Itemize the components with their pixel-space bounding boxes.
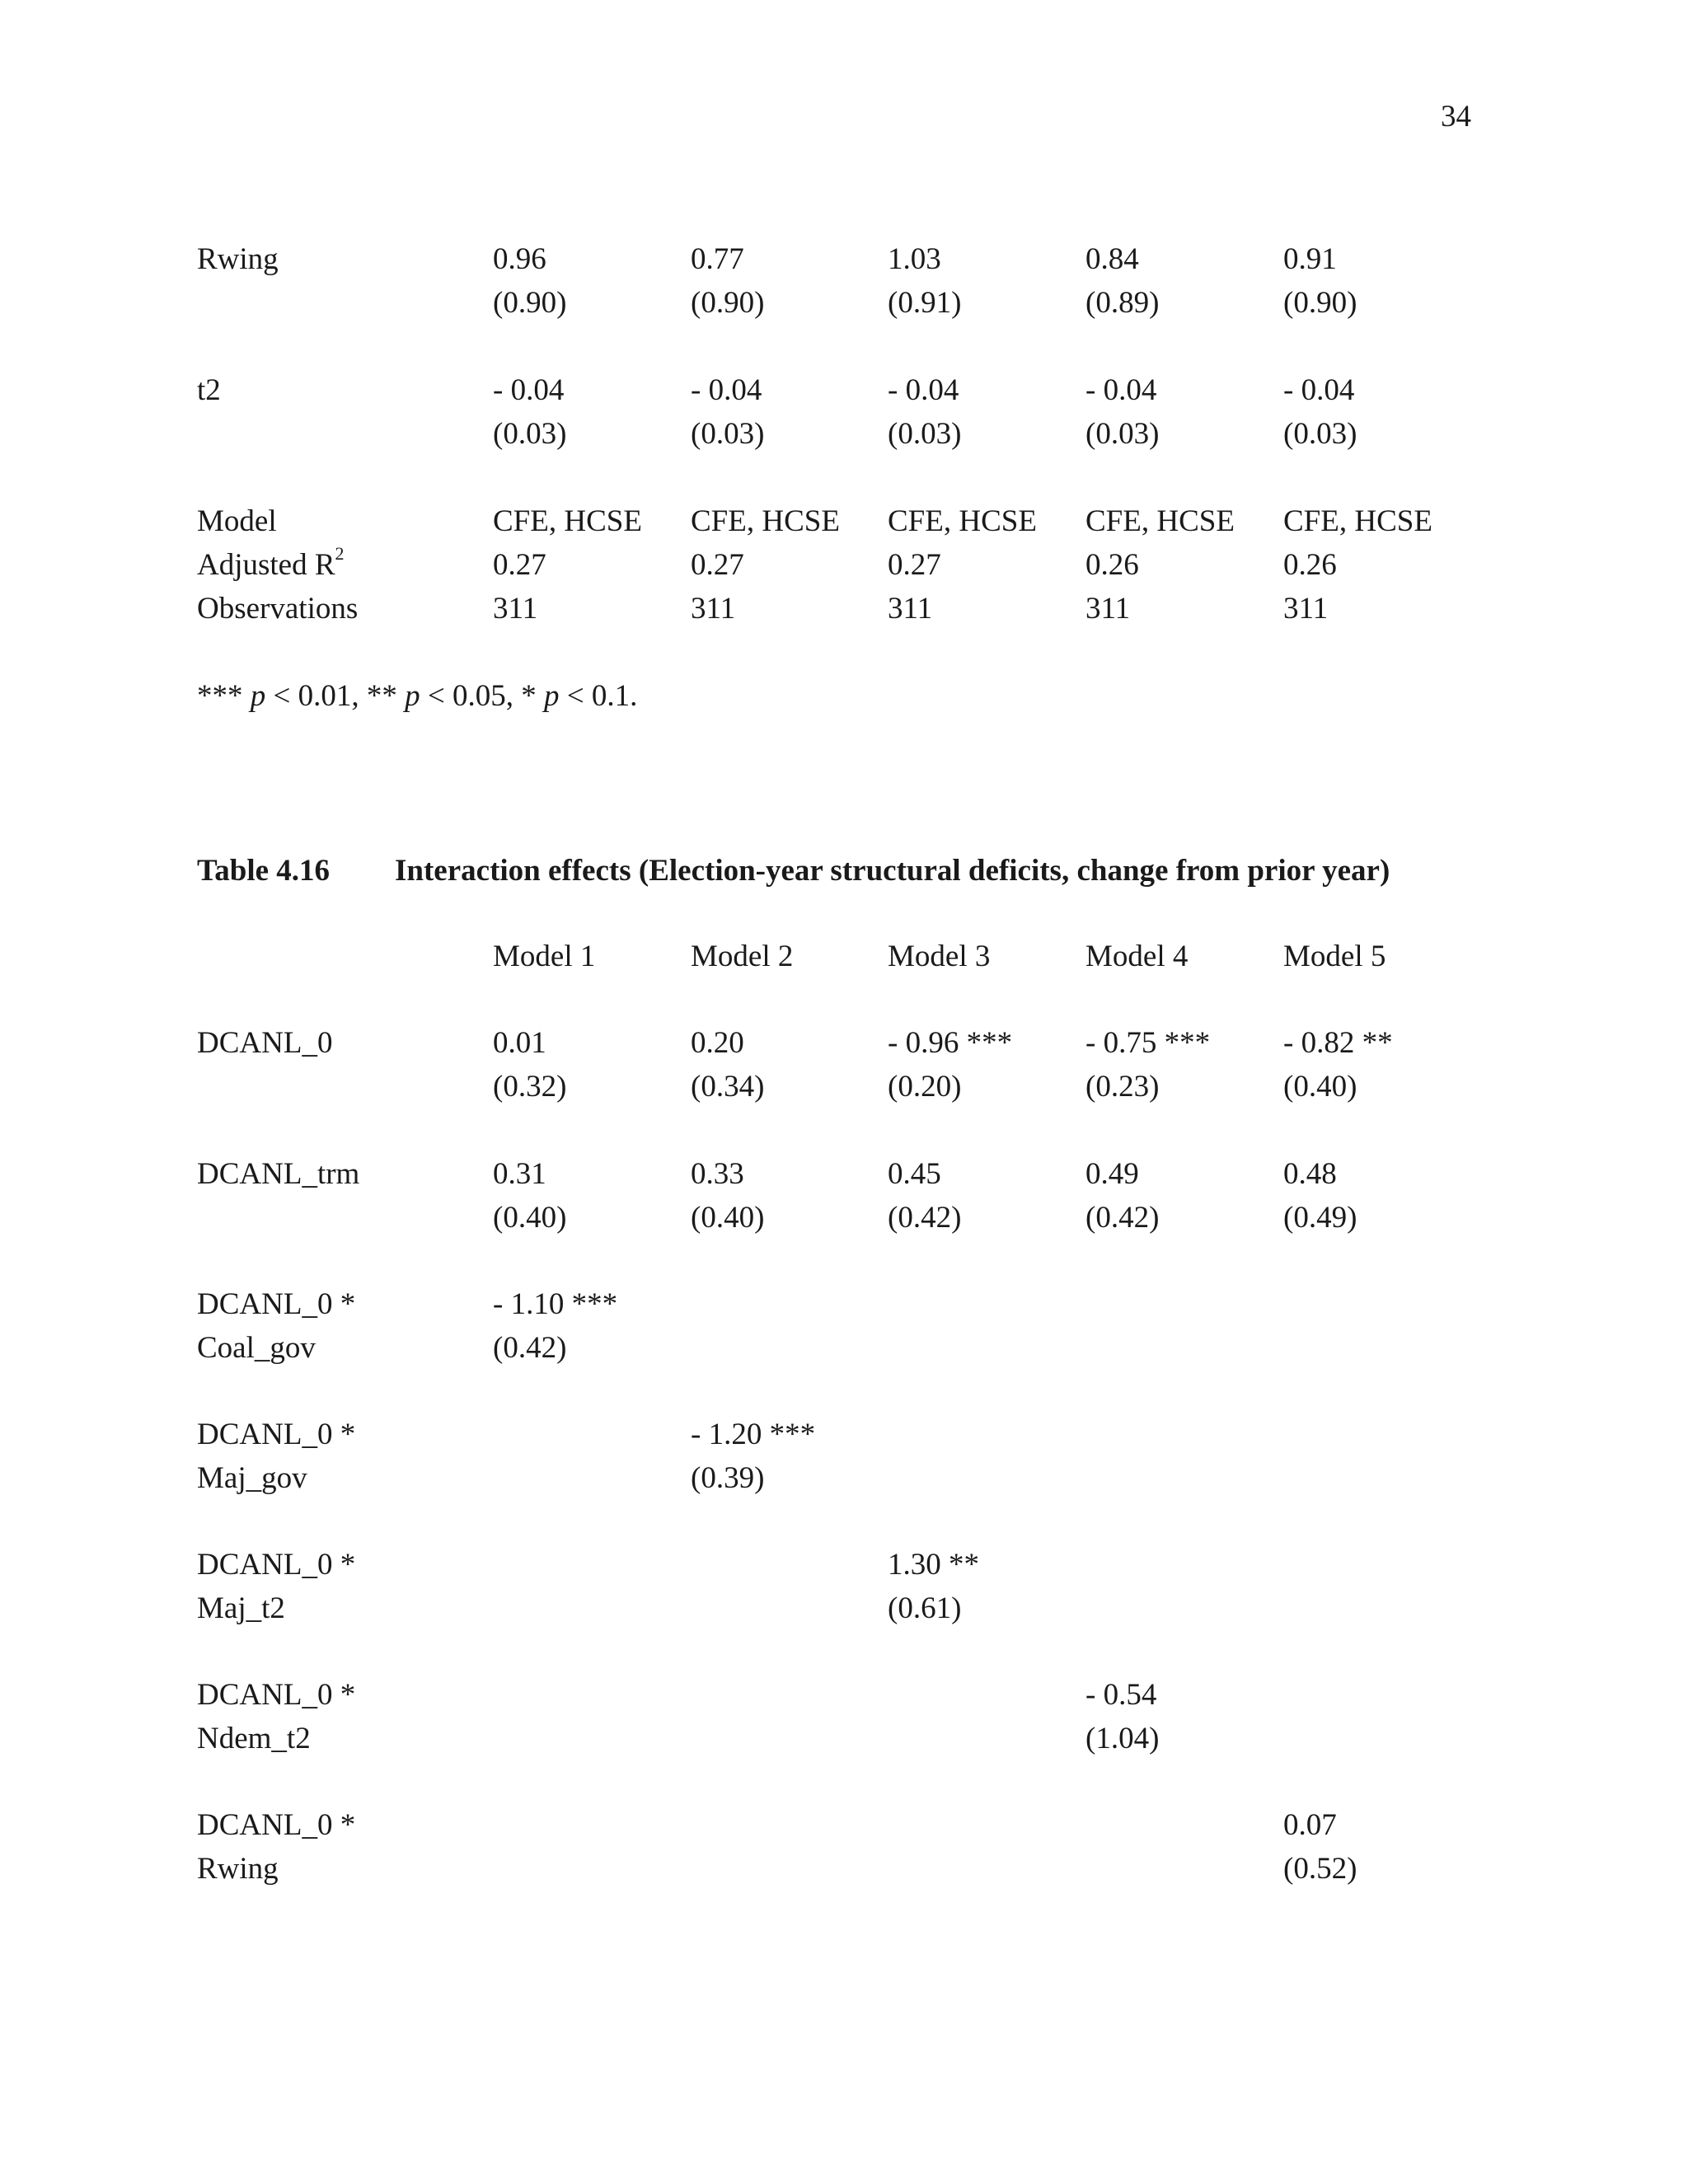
cell: - 0.04 — [1085, 373, 1157, 407]
row-label: Adjusted $R^2$ — [197, 543, 345, 582]
cell: (0.23) — [1085, 1070, 1160, 1104]
column-header: Model 5 — [1283, 940, 1386, 973]
cell: 311 — [493, 592, 538, 626]
cell: 0.31 — [493, 1157, 546, 1191]
cell: 0.27 — [691, 548, 744, 582]
table-title: Interaction effects (Election-year structural deficits, change from prior year) — [395, 854, 1390, 888]
column-header: Model 1 — [493, 940, 596, 973]
column-header: Model 4 — [1085, 940, 1189, 973]
cell: (0.40) — [691, 1201, 765, 1235]
table-row — [0, 543, 1688, 586]
cell: 311 — [691, 592, 736, 626]
cell: CFE, HCSE — [1085, 504, 1235, 538]
cell: 311 — [1085, 592, 1131, 626]
cell: 0.26 — [1085, 548, 1139, 582]
row-label: Maj_t2 — [197, 1591, 285, 1625]
row-label: Coal_gov — [197, 1331, 316, 1365]
cell: 0.01 — [493, 1026, 546, 1060]
cell: 0.96 — [493, 242, 546, 276]
cell: 311 — [1283, 592, 1329, 626]
row-label: DCANL_0 * — [197, 1548, 356, 1582]
table-row — [0, 593, 1688, 630]
cell: (0.03) — [1085, 417, 1160, 451]
cell: (0.40) — [493, 1201, 567, 1235]
row-label: DCANL_0 * — [197, 1287, 356, 1321]
row-label: Model — [197, 504, 277, 538]
table-row — [0, 1159, 1688, 1195]
cell: 0.27 — [493, 548, 546, 582]
cell: (0.90) — [691, 286, 765, 320]
cell: (0.39) — [691, 1461, 765, 1495]
cell: - 0.04 — [691, 373, 762, 407]
cell: 0.07 — [1283, 1808, 1337, 1842]
cell: 311 — [888, 592, 933, 626]
table-row — [0, 419, 1688, 455]
cell: 0.48 — [1283, 1157, 1337, 1191]
cell: - 0.04 — [1283, 373, 1355, 407]
cell: (0.03) — [691, 417, 765, 451]
cell: (0.42) — [1085, 1201, 1160, 1235]
cell: (0.52) — [1283, 1852, 1357, 1886]
cell: (0.32) — [493, 1070, 567, 1104]
table-row — [0, 1419, 1688, 1455]
cell: (0.34) — [691, 1070, 765, 1104]
row-label: DCANL_0 — [197, 1026, 333, 1060]
row-label: DCANL_0 * — [197, 1418, 356, 1451]
cell: 0.45 — [888, 1157, 941, 1191]
cell: (0.91) — [888, 286, 962, 320]
row-label: Maj_gov — [197, 1461, 307, 1495]
significance-note: *** p < 0.01, ** p < 0.05, * p < 0.1. — [197, 679, 638, 713]
cell: 0.26 — [1283, 548, 1337, 582]
cell: 0.27 — [888, 548, 941, 582]
cell: 1.30 ** — [888, 1548, 979, 1582]
table-row — [0, 244, 1688, 280]
cell: CFE, HCSE — [888, 504, 1037, 538]
cell: 0.77 — [691, 242, 744, 276]
cell: 0.91 — [1283, 242, 1337, 276]
table-row — [0, 288, 1688, 324]
row-label: Rwing — [197, 1852, 279, 1886]
cell: (0.42) — [888, 1201, 962, 1235]
cell: 0.33 — [691, 1157, 744, 1191]
cell: (0.90) — [493, 286, 567, 320]
table-row — [0, 1549, 1688, 1586]
table-row — [0, 1071, 1688, 1108]
table-label: Table 4.16 — [197, 854, 331, 888]
table-row — [0, 506, 1688, 542]
cell: (0.20) — [888, 1070, 962, 1104]
cell: (0.03) — [888, 417, 962, 451]
table-row — [0, 1723, 1688, 1760]
table-row — [0, 1680, 1688, 1716]
row-label: Observations — [197, 592, 359, 626]
cell: CFE, HCSE — [493, 504, 642, 538]
column-header: Model 3 — [888, 940, 991, 973]
table-row — [0, 1854, 1688, 1890]
cell: 0.49 — [1085, 1157, 1139, 1191]
table-row — [0, 375, 1688, 411]
cell: 1.03 — [888, 242, 941, 276]
cell: (0.03) — [1283, 417, 1357, 451]
cell: - 1.20 *** — [691, 1418, 816, 1451]
cell: - 0.82 ** — [1283, 1026, 1393, 1060]
row-label: t2 — [197, 373, 221, 407]
table-row — [0, 1289, 1688, 1325]
cell: (0.90) — [1283, 286, 1357, 320]
cell: (0.03) — [493, 417, 567, 451]
cell: CFE, HCSE — [691, 504, 840, 538]
page-number: 34 — [1441, 100, 1471, 134]
cell: (0.40) — [1283, 1070, 1357, 1104]
cell: (1.04) — [1085, 1722, 1160, 1755]
row-label: DCANL_0 * — [197, 1678, 356, 1712]
cell: - 0.75 *** — [1085, 1026, 1211, 1060]
row-label: Rwing — [197, 242, 279, 276]
cell: (0.61) — [888, 1591, 962, 1625]
cell: - 0.04 — [493, 373, 565, 407]
table-row — [0, 1202, 1688, 1239]
cell: - 0.54 — [1085, 1678, 1157, 1712]
cell: CFE, HCSE — [1283, 504, 1432, 538]
cell: 0.20 — [691, 1026, 744, 1060]
cell: (0.42) — [493, 1331, 567, 1365]
cell: (0.89) — [1085, 286, 1160, 320]
superscript: 2 — [335, 543, 345, 564]
table-row — [0, 1810, 1688, 1846]
row-label: DCANL_trm — [197, 1157, 360, 1191]
cell: - 0.96 *** — [888, 1026, 1013, 1060]
table-header-row — [0, 941, 1688, 977]
row-label: DCANL_0 * — [197, 1808, 356, 1842]
table-row — [0, 1028, 1688, 1064]
cell: - 1.10 *** — [493, 1287, 618, 1321]
column-header: Model 2 — [691, 940, 794, 973]
cell: 0.84 — [1085, 242, 1139, 276]
cell: (0.49) — [1283, 1201, 1357, 1235]
table-row — [0, 1463, 1688, 1499]
table-row — [0, 1333, 1688, 1369]
row-label: Ndem_t2 — [197, 1722, 311, 1755]
cell: - 0.04 — [888, 373, 959, 407]
table-row — [0, 1593, 1688, 1629]
